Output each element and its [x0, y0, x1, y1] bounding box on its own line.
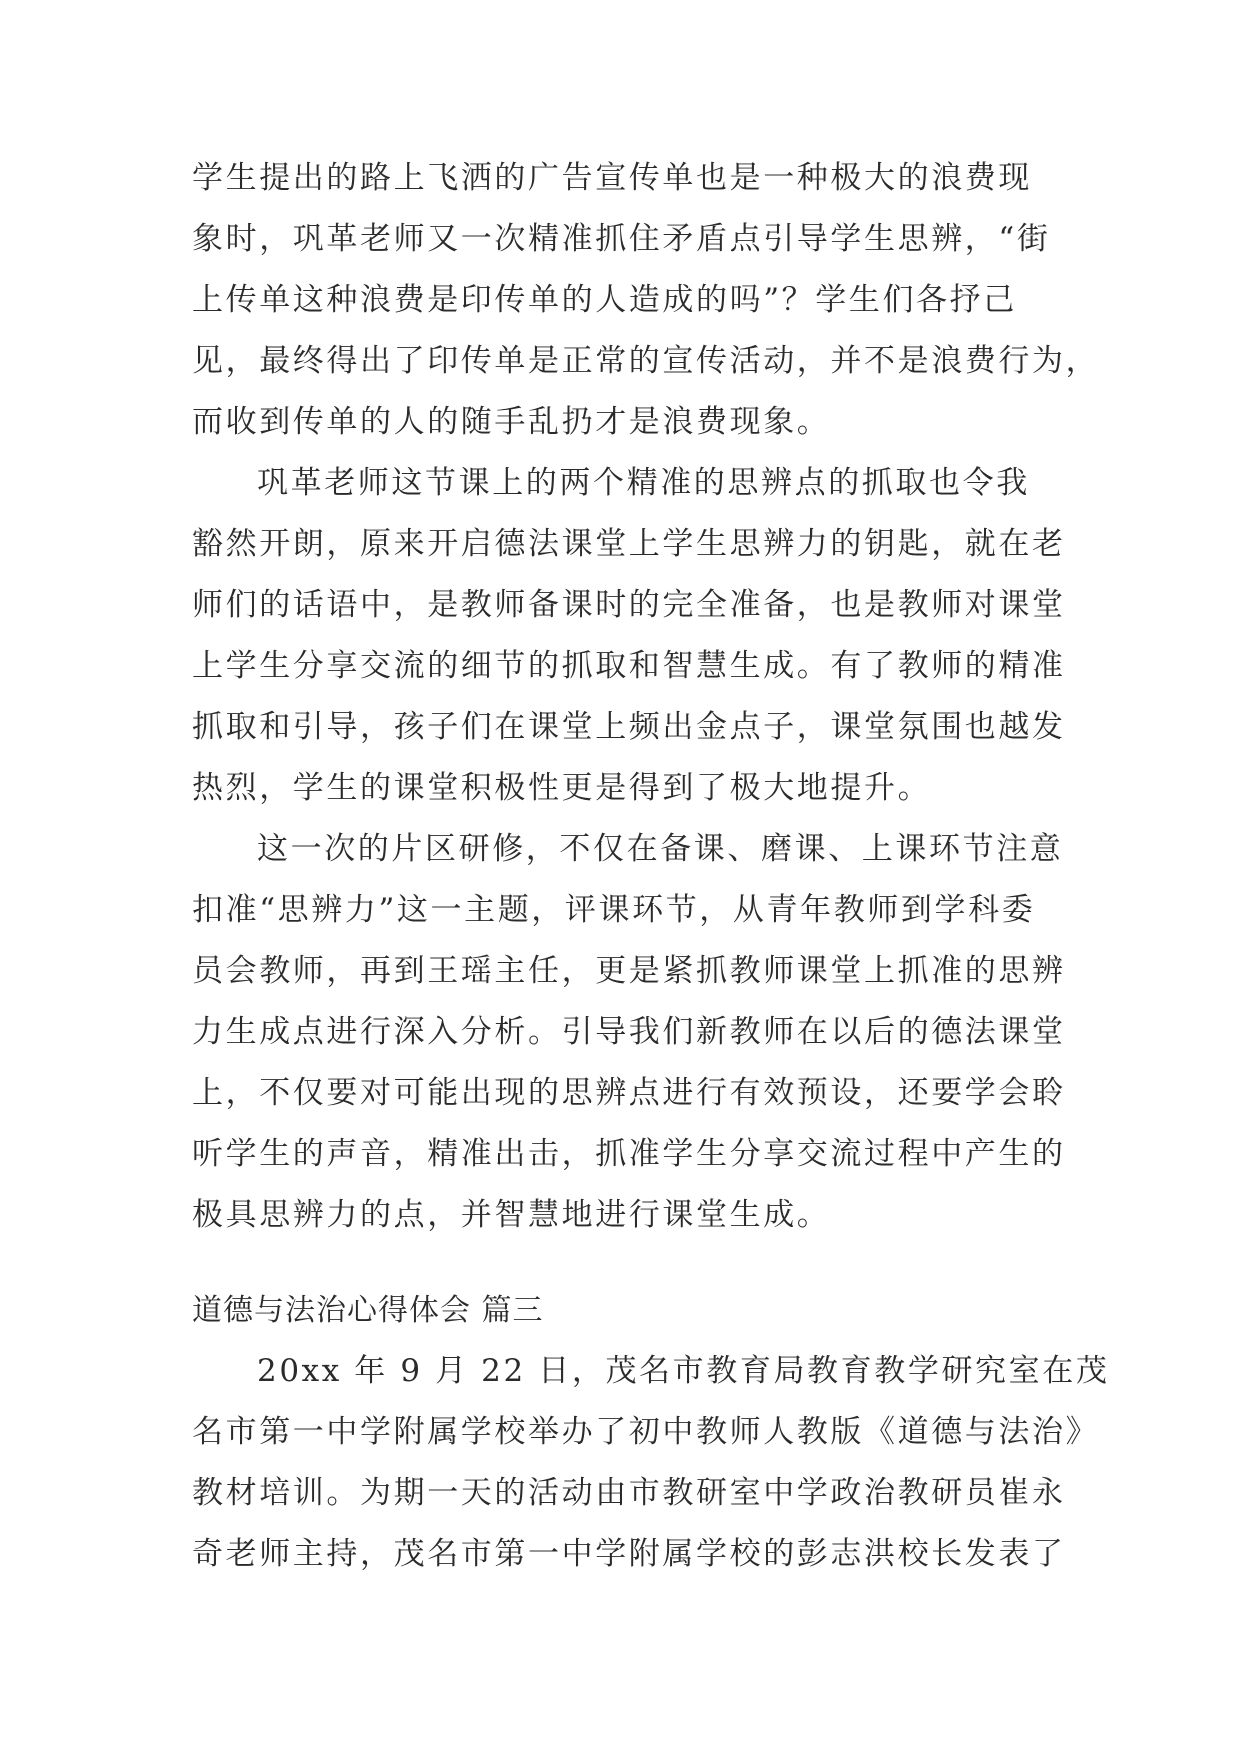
text-line: 上学生分享交流的细节的抓取和智慧生成。有了教师的精准 [192, 648, 1066, 684]
text-line: 师们的话语中，是教师备课时的完全准备，也是教师对课堂 [192, 587, 1066, 623]
paragraph-3 [192, 819, 1066, 1246]
text-line: 而收到传单的人的随手乱扔才是浪费现象。 [192, 404, 831, 440]
paragraph-1 [192, 148, 1100, 453]
paragraph-4 [192, 1341, 1110, 1585]
document-page [192, 148, 1110, 1585]
text-line: 员会教师，再到王瑶主任，更是紧抓教师课堂上抓准的思辨 [192, 953, 1066, 989]
text-line: 抓取和引导，孩子们在课堂上频出金点子，课堂氛围也越发 [192, 709, 1066, 745]
text-line: 力生成点进行深入分析。引导我们新教师在以后的德法课堂 [192, 1014, 1066, 1050]
text-line: 极具思辨力的点，并智慧地进行课堂生成。 [192, 1197, 831, 1233]
text-line: 见，最终得出了印传单是正常的宣传活动，并不是浪费行为， [192, 343, 1100, 379]
section-spacer [192, 1246, 1054, 1280]
text-line: 巩革老师这节课上的两个精准的思辨点的抓取也令我 [257, 465, 1030, 501]
text-line: 名市第一中学附属学校举办了初中教师人教版《道德与法治》 [192, 1414, 1100, 1450]
text-line: 上传单这种浪费是印传单的人造成的吗”？学生们各抒己 [192, 282, 1017, 318]
text-line: 热烈，学生的课堂积极性更是得到了极大地提升。 [192, 770, 932, 806]
text-line: 教材培训。为期一天的活动由市教研室中学政治教研员崔永 [192, 1475, 1066, 1511]
section-heading: 道德与法治心得体会 篇三 [192, 1293, 544, 1328]
text-line: 上，不仅要对可能出现的思辨点进行有效预设，还要学会聆 [192, 1075, 1066, 1111]
paragraph-2 [192, 453, 1066, 819]
text-line: 20xx 年 9 月 22 日，茂名市教育局教育教学研究室在茂 [257, 1353, 1110, 1389]
text-line: 象时，巩革老师又一次精准抓住矛盾点引导学生思辨，“街 [192, 221, 1051, 257]
text-line: 扣准“思辨力”这一主题，评课环节，从青年教师到学科委 [192, 892, 1036, 928]
text-line: 奇老师主持，茂名市第一中学附属学校的彭志洪校长发表了 [192, 1536, 1066, 1572]
text-line: 这一次的片区研修，不仅在备课、磨课、上课环节注意 [257, 831, 1064, 867]
text-line: 听学生的声音，精准出击，抓准学生分享交流过程中产生的 [192, 1136, 1066, 1172]
text-line: 学生提出的路上飞洒的广告宣传单也是一种极大的浪费现 [192, 160, 1032, 196]
text-line: 豁然开朗，原来开启德法课堂上学生思辨力的钥匙，就在老 [192, 526, 1066, 562]
